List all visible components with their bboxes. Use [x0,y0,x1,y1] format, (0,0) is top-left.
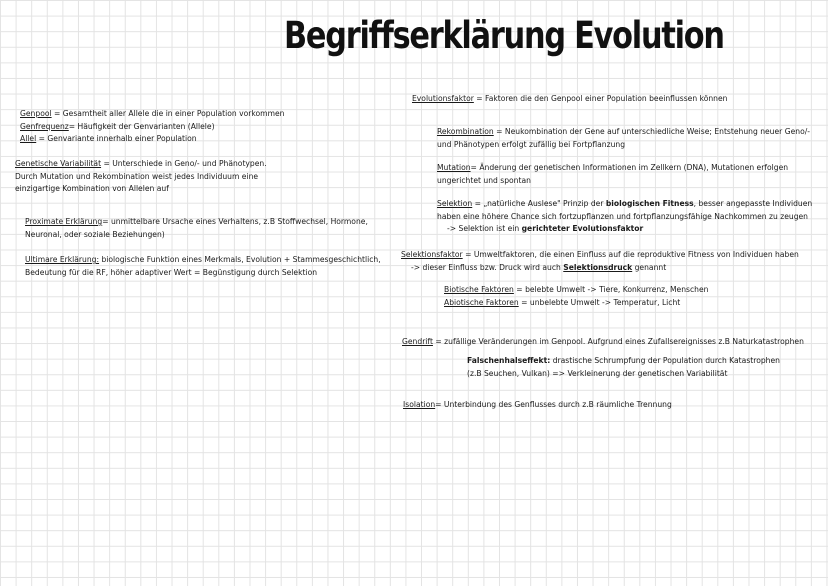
note-selektion [437,198,812,236]
selektionsfaktor-line-2c: genannt [632,262,667,272]
selektion-line-3a: -> Selektion ist ein [447,224,522,233]
def-genpool: = Gesamtheit aller Allele die in einer Population vorkommen [51,109,285,118]
def-selektion-fitness: biologischen Fitness [605,199,694,208]
note-gendrift [402,336,804,349]
def-selektionsfaktor: = Umweltfaktoren, die einen Einfluss auf die reproduktive Fitness von Individuen haben [462,250,799,259]
variabilitaet-line-2: Durch Mutation und Rekombination weist jedes Individuum eine [15,171,259,181]
term-mutation: Mutation [437,163,471,172]
note-proximate [25,216,368,241]
term-isolation: Isolation [403,400,436,409]
def-biotische: = belebte Umwelt -> Tiere, Konkurrenz, Menschen [513,285,709,294]
mutation-line-2: ungerichtet und spontan [437,175,531,185]
term-genfrequenz: Genfrequenz [20,121,69,131]
term-selektion: Selektion [437,199,473,208]
selektion-line-2: haben eine höhere Chance sich fortzupflanzen und fortpflanzungsfähige Nachkommen zu zeugen [437,211,808,221]
note-variabilitaet [15,158,267,196]
def-selektion-c: , besser angepasste Individuen [693,199,813,208]
def-genfrequenz: = Häufigkeit der Genvarianten (Allele) [68,121,215,131]
def-isolation: = Unterbindung des Genflusses durch z.B räumliche Trennung [435,400,672,409]
def-proximate: = unmittelbare Ursache eines Verhaltens, z.B Stoffwechsel, Hormone, [102,217,368,226]
note-genpool [20,108,284,121]
note-isolation [403,399,672,412]
selektionsfaktor-line-2a: -> dieser Einfluss bzw. Druck wird auch [411,262,564,272]
def-selektion-a: = „natürliche Auslese" Prinzip der [472,199,606,208]
page-title: Begriffserklärung Evolution [284,14,724,57]
term-selektionsdruck: Selektionsdruck [563,262,633,272]
proximate-line-2: Neuronal, oder soziale Beziehungen) [25,229,165,239]
term-rekombination: Rekombination [437,127,494,136]
selektion-gerichtet: gerichteter Evolutionsfaktor [521,224,644,233]
term-flaschenhals: Falschenhalseffekt: [467,356,551,365]
term-biotische: Biotische Faktoren [444,285,514,294]
def-rekombination: = Neukombination der Gene auf unterschiedliche Weise; Entstehung neuer Geno/- [493,127,811,136]
ultimate-line-2: Bedeutung für die RF, höher adaptiver Wert = Begünstigung durch Selektion [25,267,318,277]
def-allel: = Genvariante innerhalb einer Population [36,134,197,143]
note-evolutionsfaktor [412,93,727,106]
note-mutation [437,162,788,187]
def-flaschenhals: drastische Schrumpfung der Population durch Katastrophen [550,356,780,365]
note-genfrequenz [20,121,215,134]
term-ultimate: Ultimare Erklärung: [25,255,100,264]
def-abiotische: = unbelebte Umwelt -> Temperatur, Licht [518,297,681,307]
def-evolutionsfaktor: = Faktoren die den Genpool einer Population beeinflussen können [473,94,728,103]
term-variabilitaet: Genetische Variabilität [15,159,102,168]
note-ultimate [25,254,381,279]
term-allel: Allel [20,134,37,143]
def-variabilitaet: = Unterschiede in Geno/- und Phänotypen. [101,159,267,168]
flaschenhals-line-2: (z.B Seuchen, Vulkan) => Verkleinerung der genetischen Variabilität [467,368,728,378]
note-faktoren [444,284,708,309]
variabilitaet-line-3: einzigartige Kombination von Allelen auf [15,184,169,193]
term-gendrift: Gendrift [402,337,433,346]
term-proximate: Proximate Erklärung [25,217,103,226]
def-mutation: = Änderung der genetischen Informationen im Zellkern (DNA), Mutationen erfolgen [470,163,789,172]
note-flaschenhals [467,355,780,380]
note-selektionsfaktor [401,249,799,274]
rekombination-line-2: und Phänotypen erfolgt zufällig bei Fortpflanzung [437,139,626,149]
term-evolutionsfaktor: Evolutionsfaktor [412,94,474,103]
def-gendrift: = zufällige Veränderungen im Genpool. Aufgrund eines Zufallsereignisses z.B Naturkatastrophen [432,337,804,346]
def-ultimate: biologische Funktion eines Merkmals, Evolution + Stammesgeschichtlich, [99,255,381,264]
note-allel [20,133,197,146]
term-abiotische: Abiotische Faktoren [444,297,519,307]
note-rekombination [437,126,810,151]
term-selektionsfaktor: Selektionsfaktor [401,250,463,259]
term-genpool: Genpool [20,109,52,118]
